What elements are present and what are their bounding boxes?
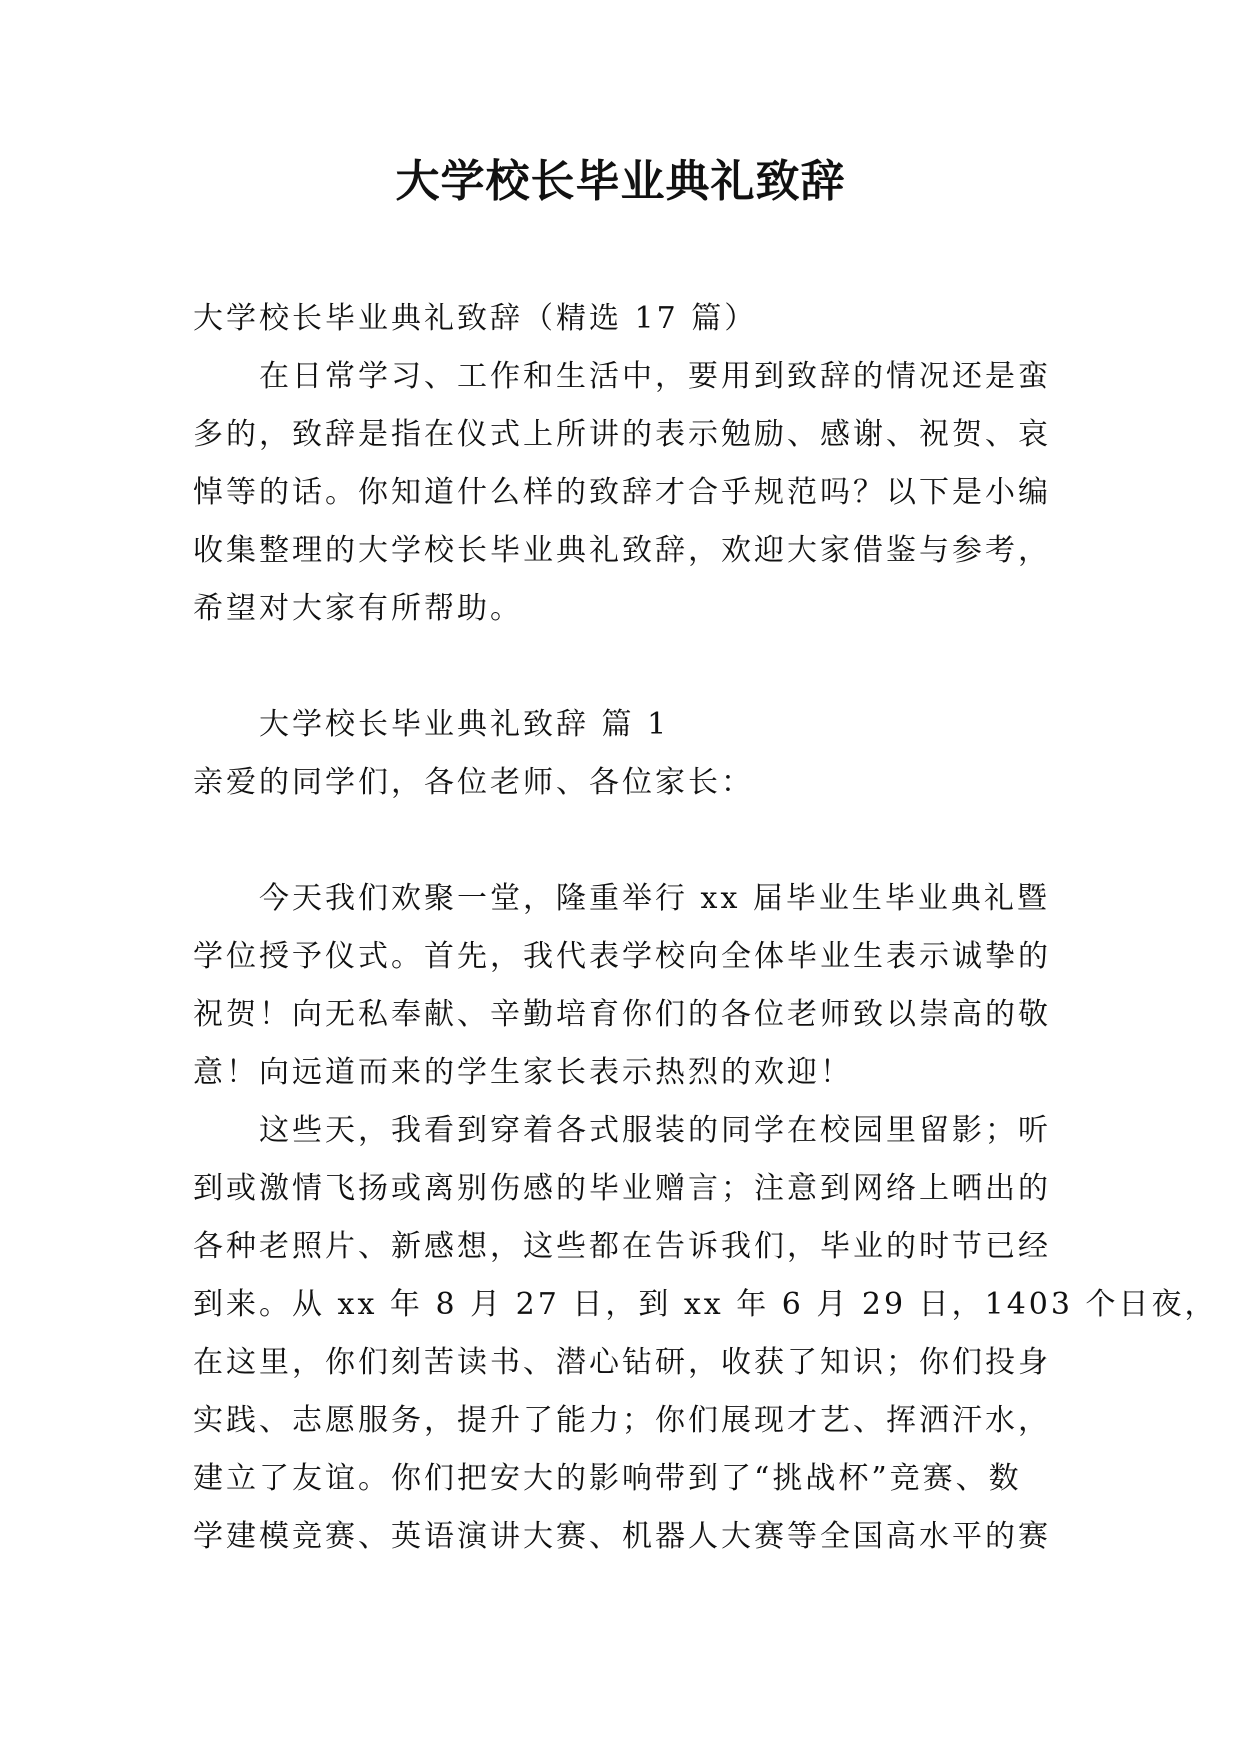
document-body bbox=[193, 290, 1218, 1566]
paragraph-1-line-3: 祝贺！向无私奉献、辛勤培育你们的各位老师致以崇高的敬 bbox=[193, 997, 1051, 1032]
intro-line-1: 在日常学习、工作和生活中，要用到致辞的情况还是蛮 bbox=[259, 359, 1051, 394]
intro-line-4: 收集整理的大学校长毕业典礼致辞，欢迎大家借鉴与参考， bbox=[193, 533, 1051, 568]
intro-line-3: 悼等的话。你知道什么样的致辞才合乎规范吗？以下是小编 bbox=[193, 475, 1051, 510]
paragraph-2-line-2: 到或激情飞扬或离别伤感的毕业赠言；注意到网络上晒出的 bbox=[193, 1171, 1051, 1206]
paragraph-2-line-8: 学建模竞赛、英语演讲大赛、机器人大赛等全国高水平的赛 bbox=[193, 1519, 1051, 1554]
subtitle-line: 大学校长毕业典礼致辞（精选 17 篇） bbox=[193, 301, 758, 336]
document-title: 大学校长毕业典礼致辞 bbox=[395, 156, 846, 207]
intro-line-5: 希望对大家有所帮助。 bbox=[193, 591, 523, 626]
salutation-line: 亲爱的同学们，各位老师、各位家长： bbox=[193, 765, 754, 800]
intro-line-2: 多的，致辞是指在仪式上所讲的表示勉励、感谢、祝贺、哀 bbox=[193, 417, 1051, 452]
paragraph-gap bbox=[193, 812, 1053, 870]
paragraph-gap bbox=[193, 638, 1053, 696]
paragraph-2-line-5: 在这里，你们刻苦读书、潜心钻研，收获了知识；你们投身 bbox=[193, 1345, 1051, 1380]
paragraph-2-line-6: 实践、志愿服务，提升了能力；你们展现才艺、挥洒汗水， bbox=[193, 1403, 1051, 1438]
paragraph-1-line-1: 今天我们欢聚一堂，隆重举行 xx 届毕业生毕业典礼暨 bbox=[259, 881, 1050, 916]
paragraph-1-line-2: 学位授予仪式。首先，我代表学校向全体毕业生表示诚挚的 bbox=[193, 939, 1051, 974]
paragraph-2-line-1: 这些天，我看到穿着各式服装的同学在校园里留影；听 bbox=[259, 1113, 1051, 1148]
paragraph-2-line-7: 建立了友谊。你们把安大的影响带到了“挑战杯”竞赛、数 bbox=[193, 1461, 1022, 1496]
paragraph-2-line-3: 各种老照片、新感想，这些都在告诉我们，毕业的时节已经 bbox=[193, 1229, 1051, 1264]
paragraph-2-line-4: 到来。从 xx 年 8 月 27 日，到 xx 年 6 月 29 日，1403 个日夜， bbox=[193, 1287, 1218, 1322]
section-heading: 大学校长毕业典礼致辞 篇 1 bbox=[259, 707, 670, 742]
paragraph-1-line-4: 意！向远道而来的学生家长表示热烈的欢迎！ bbox=[193, 1055, 853, 1090]
